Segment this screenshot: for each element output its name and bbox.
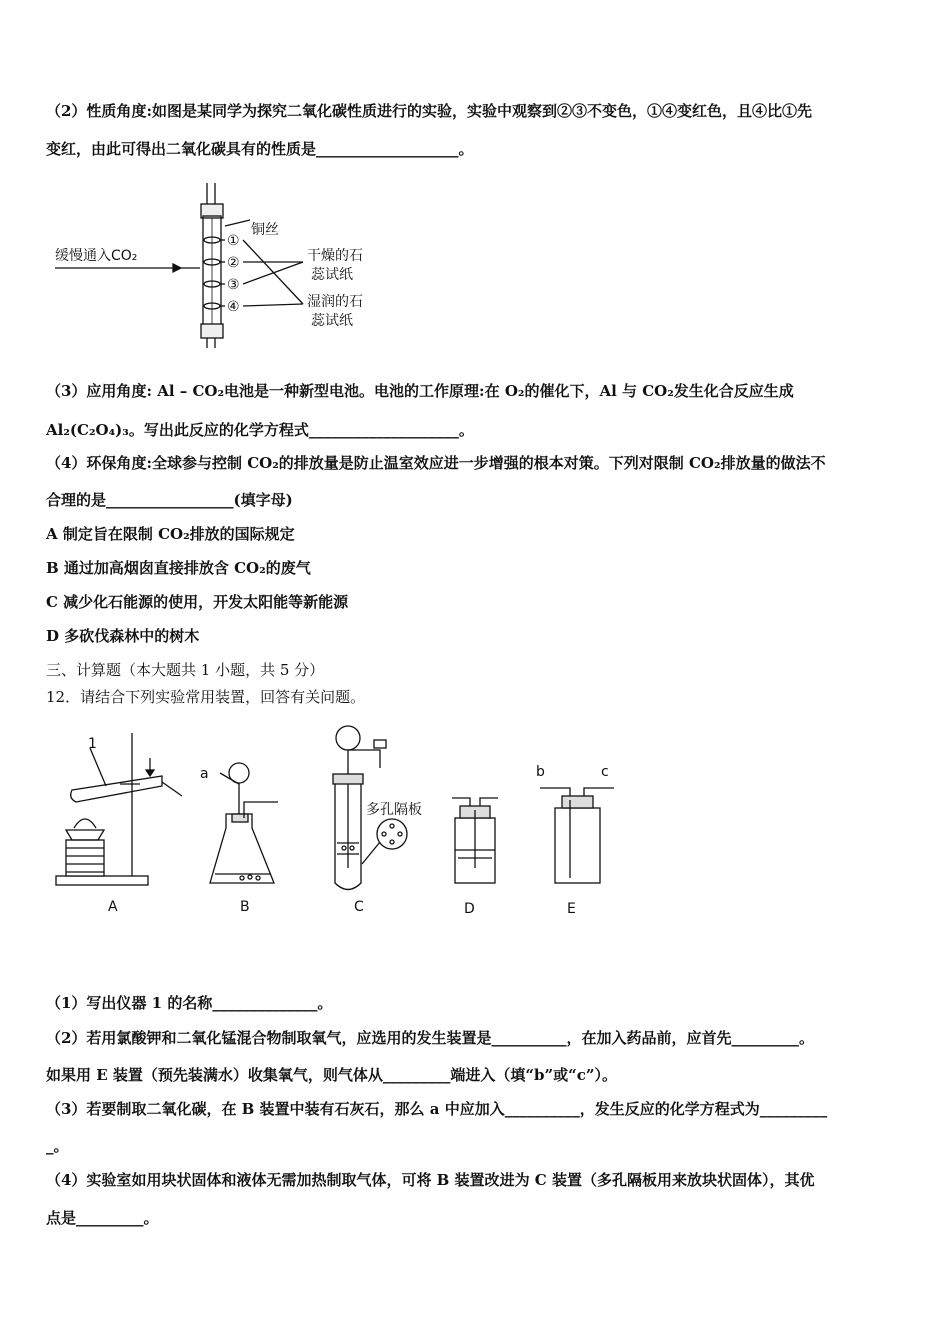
q12-part4-line1: （4）实验室如用块状固体和液体无需加热制取气体，可将 B 装置改进为 C 装置（多孔隔板用来放块状固体），其优 bbox=[46, 1171, 815, 1189]
dry-paper-label-1: 干燥的石 bbox=[307, 248, 363, 264]
option-b: B 通过加高烟囱直接排放含 CO₂的废气 bbox=[46, 559, 311, 577]
q12-part3-line1: （3）若要制取二氧化碳，在 B 装置中装有石灰石，那么 a 中应加入__________，发生反应的化学方程式为_________ bbox=[46, 1100, 828, 1118]
q11-part2-line1: （2）性质角度:如图是某同学为探究二氧化碳性质进行的实验，实验中观察到②③不变色，①④变红色，且④比①先 bbox=[46, 102, 812, 120]
tube-c-label: c bbox=[601, 764, 609, 780]
apparatus-b bbox=[210, 763, 278, 883]
tube-b-label: b bbox=[536, 764, 545, 780]
q11-part4-line2: 合理的是_________________(填字母) bbox=[46, 491, 293, 509]
instrument-1-label: 1 bbox=[88, 736, 97, 752]
caption-e: E bbox=[567, 901, 576, 917]
apparatus-a bbox=[56, 733, 182, 885]
q12-stem: 12．请结合下列实验常用装置，回答有关问题。 bbox=[46, 688, 366, 706]
copper-wire-label: 铜丝 bbox=[251, 222, 279, 238]
funnel-a-label: a bbox=[200, 766, 209, 782]
q11-part4-line1: （4）环保角度:全球参与控制 CO₂的排放量是防止温室效应进一步增强的根本对策。下列对限制 CO₂排放量的做法不 bbox=[46, 454, 826, 472]
wet-paper-label-1: 湿润的石 bbox=[307, 294, 363, 310]
option-c: C 减少化石能源的使用，开发太阳能等新能源 bbox=[46, 593, 349, 611]
caption-a: A bbox=[108, 899, 118, 915]
option-a: A 制定旨在限制 CO₂排放的国际规定 bbox=[46, 525, 295, 543]
inlet-arrow-head bbox=[173, 264, 181, 272]
apparatus-figure bbox=[50, 718, 630, 918]
paper-4-label: ④ bbox=[227, 299, 240, 315]
caption-b: B bbox=[240, 899, 250, 915]
q12-part3-line2: _。 bbox=[46, 1137, 69, 1155]
q12-part2-line1: （2）若用氯酸钾和二氧化锰混合物制取氧气，应选用的发生装置是__________，在加入药品前，应首先_________。 bbox=[46, 1029, 814, 1047]
q12-part1: （1）写出仪器 1 的名称______________。 bbox=[46, 994, 333, 1012]
paper-3-label: ③ bbox=[227, 277, 240, 293]
apparatus-d bbox=[452, 798, 498, 883]
caption-c: C bbox=[354, 899, 364, 915]
q11-part3-line2: Al₂(C₂O₄)₃。写出此反应的化学方程式____________________。 bbox=[46, 421, 474, 439]
paper-2-label: ② bbox=[227, 255, 240, 271]
dry-paper-label-2: 蕊试纸 bbox=[311, 267, 353, 283]
option-d: D 多砍伐森林中的树木 bbox=[46, 627, 200, 645]
q11-part2-line2: 变红，由此可得出二氧化碳具有的性质是___________________。 bbox=[46, 140, 474, 158]
section-three-heading: 三、计算题（本大题共 1 小题，共 5 分） bbox=[46, 661, 325, 679]
q12-part4-line2: 点是_________。 bbox=[46, 1209, 159, 1227]
q12-part2-line2: 如果用 E 装置（预先装满水）收集氧气，则气体从_________端进入（填“b”或“c”）。 bbox=[46, 1066, 618, 1084]
co2-tube-figure bbox=[55, 178, 385, 350]
apparatus-e bbox=[540, 788, 614, 883]
inlet-label: 缓慢通入CO₂ bbox=[55, 248, 138, 264]
q11-part3-line1: （3）应用角度: Al – CO₂电池是一种新型电池。电池的工作原理:在 O₂的催化下，Al 与 CO₂发生化合反应生成 bbox=[46, 382, 794, 400]
porous-plate-label: 多孔隔板 bbox=[366, 802, 422, 818]
caption-d: D bbox=[464, 901, 475, 917]
wet-paper-label-2: 蕊试纸 bbox=[311, 313, 353, 329]
paper-1-label: ① bbox=[227, 233, 240, 249]
